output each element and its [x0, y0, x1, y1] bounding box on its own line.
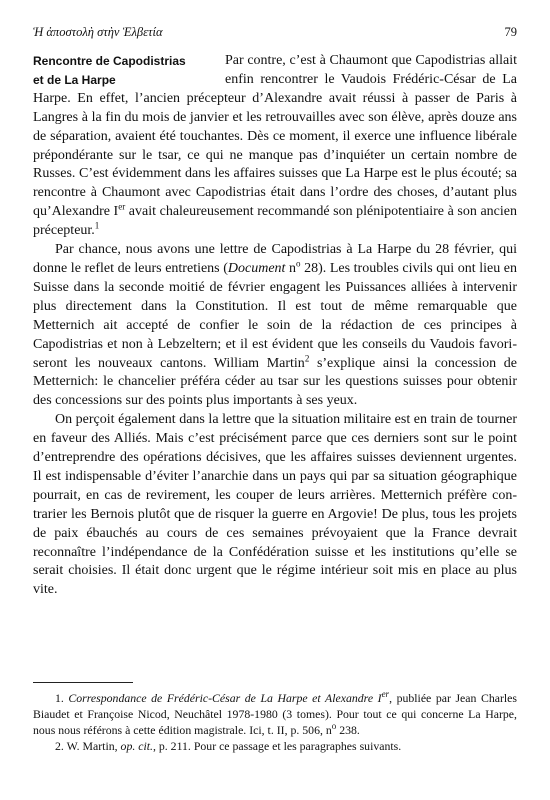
text-run: 2. W. Martin,	[55, 739, 121, 753]
footnote	[33, 690, 517, 738]
text-run: 238.	[336, 723, 360, 737]
text-run: s’explique ainsi la concession de Metternich: le chancelier préféra céder au tsar sur les questions suisses pour obtenir des concessions sur des points plus importants à ses yeux.	[33, 355, 517, 409]
paragraph-text	[33, 242, 517, 408]
text-run: avait chaleureusement recommandé son plénipotentiaire à son ancien précepteur.	[33, 204, 517, 239]
text-run: Par chance, nous avons une lettre de Capodistrias à La Harpe du 28 février, qui donne le reflet de leurs entretiens (	[33, 242, 517, 276]
section-title-line: et de La Harpe	[33, 72, 116, 87]
paragraph	[33, 241, 517, 411]
running-header	[33, 25, 517, 40]
paragraph	[33, 411, 517, 600]
text-run: Par contre, c’est à Chaumont que Capodistrias allait enfin rencontrer le Vaudois Frédéric-César de La Harpe. En effet, l’ancien précepteur d’Alexandre avait réussi à passer de Paris à Langres à la fin du mois de janvier et les retrouvailles avec son élève, après douze ans de séparation, avaient été touchantes. Dès ce moment, il exerce une influence libérale prépondérante sur le tsar, ce qui ne manque pas d’inquiéter un certain nombre de Russes. C’est évidemment dans les affaires suisses que La Harpe est le plus écouté; sa rencontre à Chaumont avec Capodistrias était dans l’ordre des choses, d’autant plus qu’Alexandre I	[33, 53, 517, 220]
footnotes	[33, 690, 517, 754]
text-run: , p. 211. Pour ce passage et les paragraphes suivants.	[152, 739, 402, 753]
text-run: On perçoit également dans la lettre que la situation militaire est en train de tourner en faveur des Alliés. Mais c’est précisément parce que ces derniers sont sur le point d’entreprendre des opérations décisives, que les affaires suisses deviennent urgentes. Il est indispensable d’éviter l’anarchie dans un pays qui par sa situation géographique pourrait, en cas de revirement, les couper de leurs arrières. Metternich préfère contrarier les Bernois plutôt que de risquer la guerre en Argovie! De plus, tous les projets de paix ébauchés au cours de ces semaines prévoyaient que la France devrait reconnaître l’indépendance de la Confédération suisse et les institutions qu’elle se serait choisies. Il était donc urgent que le régime intérieur soit mis en place au plus vite.	[33, 412, 517, 598]
footnote-text	[33, 691, 517, 737]
section-title-line: Rencontre de Capodistrias	[33, 54, 186, 68]
italic-text: op. cit.	[120, 739, 153, 753]
paragraph	[33, 52, 517, 241]
superscript: 1	[94, 220, 100, 231]
text-run: 1.	[55, 691, 69, 705]
footnote	[33, 738, 517, 754]
superscript: o	[331, 721, 337, 732]
running-title: Ἡ ἀποστολὴ στὴν Ἑλβετία	[33, 25, 163, 39]
body-text	[33, 52, 517, 600]
paragraph-text	[33, 412, 517, 597]
section-title	[33, 52, 210, 90]
superscript: 2	[304, 352, 310, 363]
text-run: , publiée par Jean Charles Biaudet et Françoise Nicod, Neuchâtel 1978-1980 (3 tomes). Pour tout ce qui concerne La Harpe, nous nous référons à cette édition magistrale. Ici, t. II, p. 506, n	[33, 691, 518, 737]
italic-text: Correspondance de Frédéric-César de La Harpe et Alexandre I	[68, 691, 382, 705]
superscript: er	[381, 689, 390, 700]
text-run: 28). Les troubles civils qui ont lieu en Suisse dans la seconde moitié de février engagent les Puissances alliées à intervenir plus directement dans la Constitution. Il est tout de même remarquable que Metternich ait accepté de confier le soin de la rédaction de ces principes à Capodistrias et non à Lebzeltern; et il est évident que les conseils du Vaudois favoriseront les nouveaux cantons. William Martin	[33, 260, 518, 371]
footnote-text	[55, 739, 401, 753]
superscript: er	[118, 201, 126, 212]
italic-text: Document	[227, 260, 286, 276]
footnote-rule	[33, 682, 133, 683]
superscript: o	[296, 258, 301, 269]
text-run: n	[285, 260, 297, 276]
page-number: 79	[504, 25, 517, 39]
